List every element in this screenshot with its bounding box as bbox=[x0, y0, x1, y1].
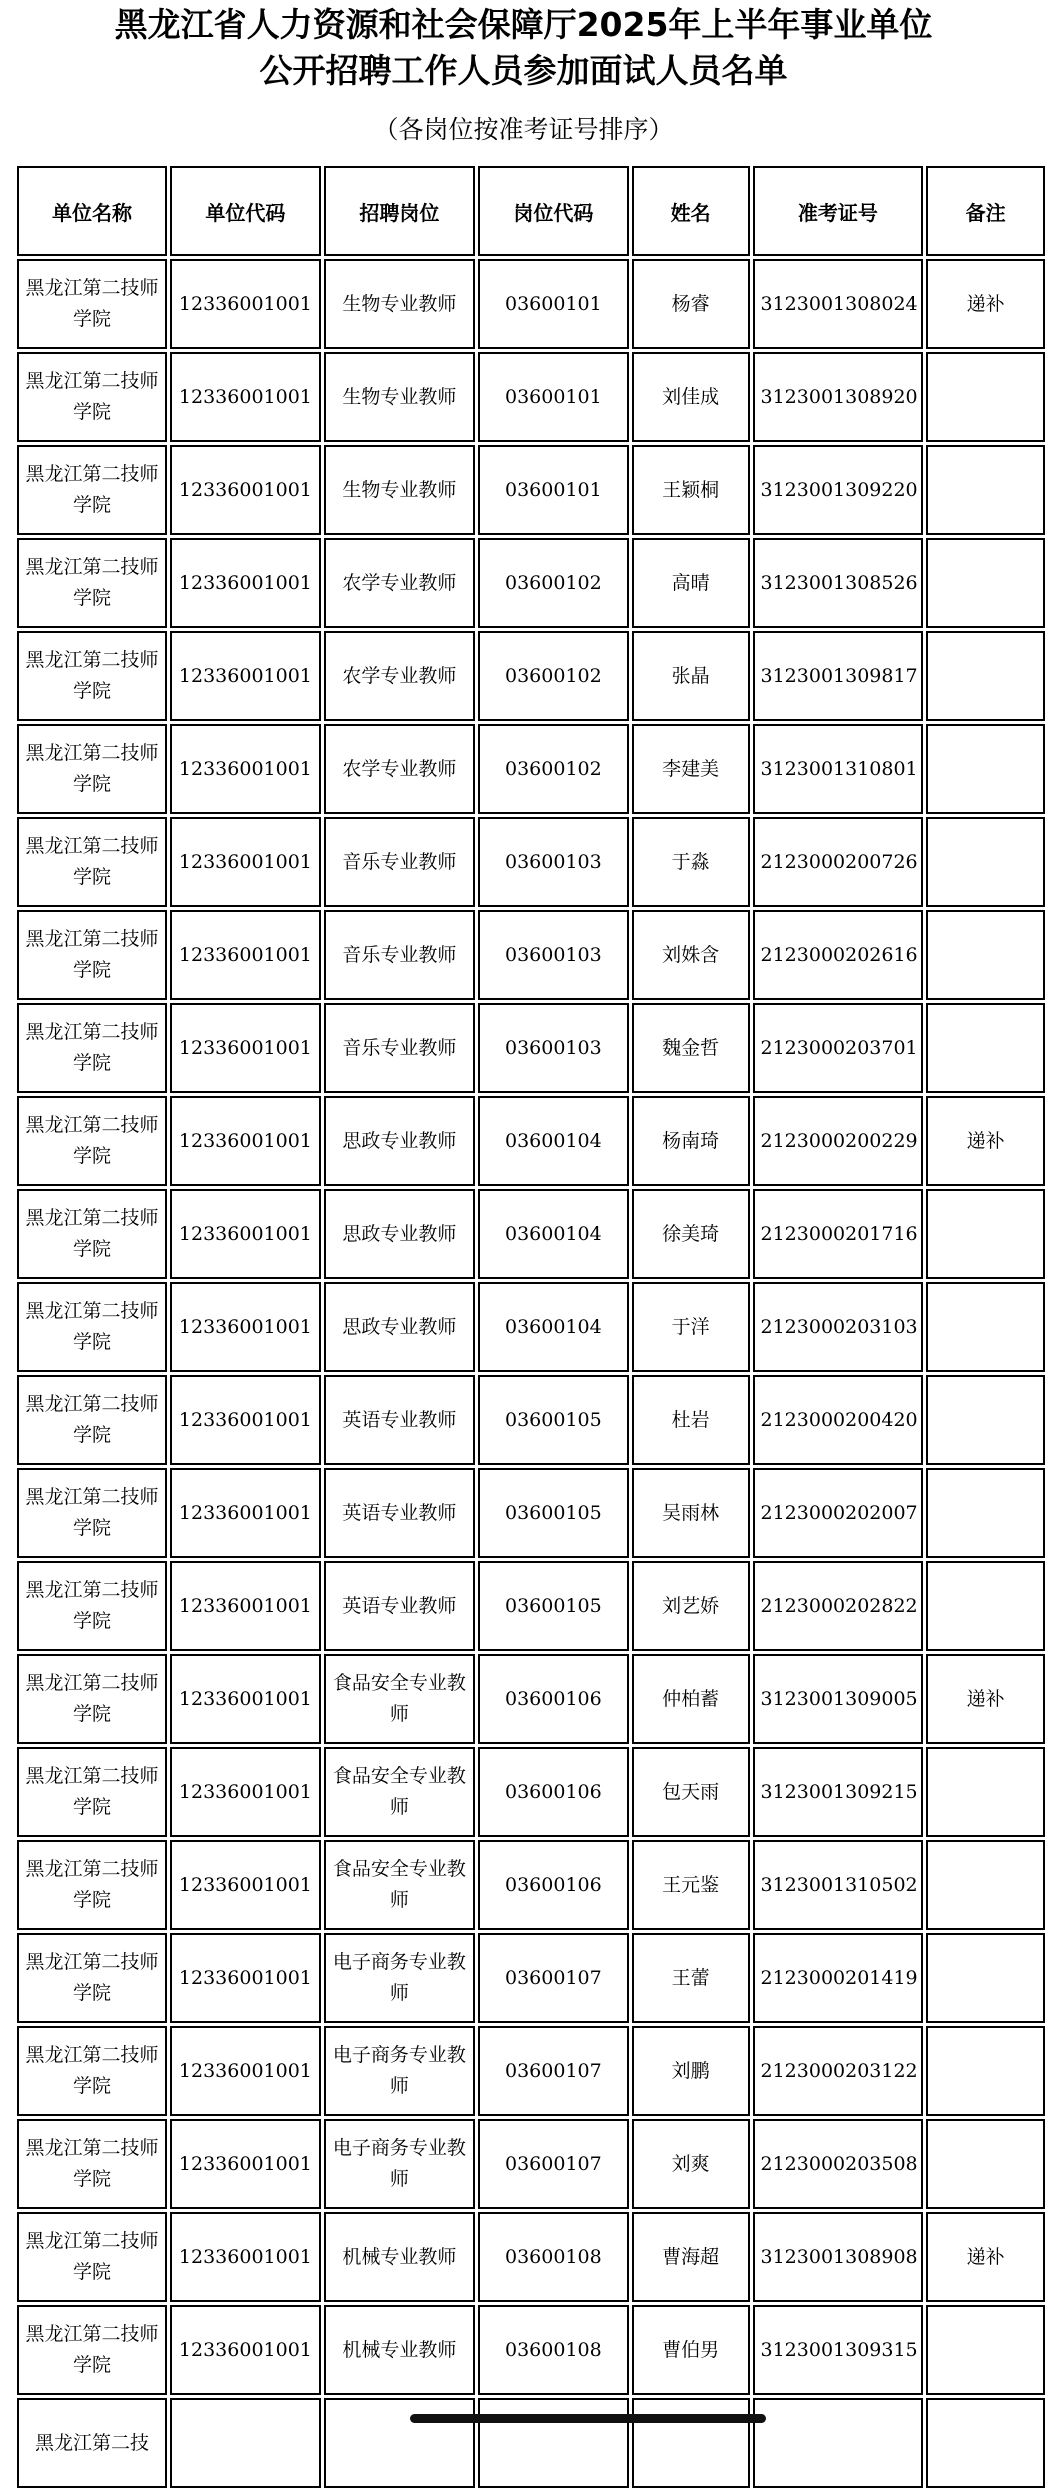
home-indicator-bar[interactable] bbox=[410, 2414, 766, 2423]
post-cell: 英语专业教师 bbox=[324, 1375, 475, 1465]
unit-code-cell: 12336001001 bbox=[170, 352, 321, 442]
unit-name-cell: 黑龙江第二技师学院 bbox=[17, 2212, 167, 2302]
table-row bbox=[17, 1189, 1045, 1279]
note-cell bbox=[926, 1933, 1045, 2023]
table-row bbox=[17, 1468, 1045, 1558]
post-cell: 电子商务专业教师 bbox=[324, 2119, 475, 2209]
exam-number-cell: 2123000200726 bbox=[753, 817, 924, 907]
table-row bbox=[17, 2398, 1045, 2488]
exam-number-cell: 3123001309220 bbox=[753, 445, 924, 535]
header-note: 备注 bbox=[926, 166, 1045, 256]
name-cell: 徐美琦 bbox=[632, 1189, 750, 1279]
name-cell: 吴雨林 bbox=[632, 1468, 750, 1558]
note-cell bbox=[926, 2398, 1045, 2488]
name-cell: 刘爽 bbox=[632, 2119, 750, 2209]
post-cell: 农学专业教师 bbox=[324, 538, 475, 628]
unit-code-cell: 12336001001 bbox=[170, 2305, 321, 2395]
name-cell: 刘鹏 bbox=[632, 2026, 750, 2116]
exam-number-cell: 3123001308526 bbox=[753, 538, 924, 628]
unit-code-cell: 12336001001 bbox=[170, 1747, 321, 1837]
post-code-cell: 03600103 bbox=[478, 910, 629, 1000]
table-row bbox=[17, 724, 1045, 814]
note-cell bbox=[926, 2119, 1045, 2209]
unit-code-cell: 12336001001 bbox=[170, 1096, 321, 1186]
note-cell: 递补 bbox=[926, 1654, 1045, 1744]
post-cell: 音乐专业教师 bbox=[324, 910, 475, 1000]
note-cell bbox=[926, 1747, 1045, 1837]
table-row bbox=[17, 1003, 1045, 1093]
name-cell: 魏金哲 bbox=[632, 1003, 750, 1093]
name-cell: 刘艺娇 bbox=[632, 1561, 750, 1651]
note-cell bbox=[926, 910, 1045, 1000]
table-row bbox=[17, 352, 1045, 442]
exam-number-cell: 2123000202007 bbox=[753, 1468, 924, 1558]
unit-name-cell: 黑龙江第二技师学院 bbox=[17, 1561, 167, 1651]
note-cell bbox=[926, 1189, 1045, 1279]
note-cell bbox=[926, 631, 1045, 721]
name-cell bbox=[632, 2398, 750, 2488]
exam-number-cell: 3123001309005 bbox=[753, 1654, 924, 1744]
unit-name-cell: 黑龙江第二技师学院 bbox=[17, 724, 167, 814]
table-row bbox=[17, 1096, 1045, 1186]
unit-name-cell: 黑龙江第二技师学院 bbox=[17, 1933, 167, 2023]
exam-number-cell: 3123001308024 bbox=[753, 259, 924, 349]
name-cell: 杨睿 bbox=[632, 259, 750, 349]
post-code-cell: 03600105 bbox=[478, 1375, 629, 1465]
post-code-cell: 03600106 bbox=[478, 1747, 629, 1837]
exam-number-cell: 2123000203701 bbox=[753, 1003, 924, 1093]
name-cell: 包天雨 bbox=[632, 1747, 750, 1837]
post-code-cell: 03600108 bbox=[478, 2212, 629, 2302]
note-cell bbox=[926, 1561, 1045, 1651]
note-cell: 递补 bbox=[926, 1096, 1045, 1186]
post-cell: 食品安全专业教师 bbox=[324, 1747, 475, 1837]
unit-code-cell: 12336001001 bbox=[170, 259, 321, 349]
unit-name-cell: 黑龙江第二技师学院 bbox=[17, 1468, 167, 1558]
unit-name-cell: 黑龙江第二技师学院 bbox=[17, 631, 167, 721]
post-cell: 生物专业教师 bbox=[324, 259, 475, 349]
post-code-cell: 03600105 bbox=[478, 1468, 629, 1558]
header-unit-name: 单位名称 bbox=[17, 166, 167, 256]
table-row bbox=[17, 2119, 1045, 2209]
table-row bbox=[17, 910, 1045, 1000]
unit-name-cell: 黑龙江第二技师学院 bbox=[17, 2119, 167, 2209]
name-cell: 李建美 bbox=[632, 724, 750, 814]
unit-name-cell: 黑龙江第二技师学院 bbox=[17, 259, 167, 349]
post-code-cell: 03600105 bbox=[478, 1561, 629, 1651]
exam-number-cell: 2123000200229 bbox=[753, 1096, 924, 1186]
unit-code-cell: 12336001001 bbox=[170, 910, 321, 1000]
table-row bbox=[17, 1282, 1045, 1372]
unit-name-cell: 黑龙江第二技师学院 bbox=[17, 1840, 167, 1930]
unit-name-cell: 黑龙江第二技师学院 bbox=[17, 910, 167, 1000]
unit-name-cell: 黑龙江第二技师学院 bbox=[17, 1282, 167, 1372]
post-cell: 农学专业教师 bbox=[324, 631, 475, 721]
post-cell: 食品安全专业教师 bbox=[324, 1654, 475, 1744]
post-cell: 音乐专业教师 bbox=[324, 1003, 475, 1093]
post-cell: 食品安全专业教师 bbox=[324, 1840, 475, 1930]
exam-number-cell: 3123001309215 bbox=[753, 1747, 924, 1837]
table-row bbox=[17, 2212, 1045, 2302]
table-row bbox=[17, 538, 1045, 628]
unit-code-cell: 12336001001 bbox=[170, 724, 321, 814]
unit-code-cell: 12336001001 bbox=[170, 538, 321, 628]
post-code-cell: 03600104 bbox=[478, 1096, 629, 1186]
exam-number-cell: 2123000201419 bbox=[753, 1933, 924, 2023]
post-code-cell: 03600102 bbox=[478, 724, 629, 814]
post-cell: 思政专业教师 bbox=[324, 1282, 475, 1372]
post-cell: 英语专业教师 bbox=[324, 1561, 475, 1651]
exam-number-cell: 3123001309817 bbox=[753, 631, 924, 721]
exam-number-cell: 2123000203103 bbox=[753, 1282, 924, 1372]
exam-number-cell bbox=[753, 2398, 924, 2488]
exam-number-cell: 2123000203122 bbox=[753, 2026, 924, 2116]
post-code-cell: 03600102 bbox=[478, 538, 629, 628]
unit-code-cell: 12336001001 bbox=[170, 1375, 321, 1465]
unit-code-cell: 12336001001 bbox=[170, 2212, 321, 2302]
exam-number-cell: 3123001310502 bbox=[753, 1840, 924, 1930]
note-cell bbox=[926, 445, 1045, 535]
post-code-cell: 03600108 bbox=[478, 2305, 629, 2395]
note-cell bbox=[926, 538, 1045, 628]
unit-name-cell: 黑龙江第二技师学院 bbox=[17, 1096, 167, 1186]
name-cell: 于淼 bbox=[632, 817, 750, 907]
document-title-line-1: 黑龙江省人力资源和社会保障厅2025年上半年事业单位 bbox=[114, 5, 933, 44]
post-code-cell: 03600107 bbox=[478, 2119, 629, 2209]
document-subtitle: （各岗位按准考证号排序） bbox=[373, 115, 674, 144]
note-cell bbox=[926, 817, 1045, 907]
unit-code-cell: 12336001001 bbox=[170, 1654, 321, 1744]
unit-code-cell: 12336001001 bbox=[170, 1840, 321, 1930]
name-cell: 王蕾 bbox=[632, 1933, 750, 2023]
unit-code-cell: 12336001001 bbox=[170, 2026, 321, 2116]
table-row bbox=[17, 1747, 1045, 1837]
post-cell: 英语专业教师 bbox=[324, 1468, 475, 1558]
header-name: 姓名 bbox=[632, 166, 750, 256]
name-cell: 张晶 bbox=[632, 631, 750, 721]
unit-name-cell: 黑龙江第二技师学院 bbox=[17, 1003, 167, 1093]
note-cell bbox=[926, 2026, 1045, 2116]
note-cell bbox=[926, 1468, 1045, 1558]
name-cell: 曹海超 bbox=[632, 2212, 750, 2302]
unit-code-cell: 12336001001 bbox=[170, 631, 321, 721]
unit-code-cell: 12336001001 bbox=[170, 1003, 321, 1093]
post-code-cell: 03600102 bbox=[478, 631, 629, 721]
name-cell: 曹伯男 bbox=[632, 2305, 750, 2395]
table-row bbox=[17, 1375, 1045, 1465]
document-title-line-2: 公开招聘工作人员参加面试人员名单 bbox=[259, 51, 788, 90]
table-row bbox=[17, 445, 1045, 535]
post-code-cell: 03600101 bbox=[478, 445, 629, 535]
post-cell: 机械专业教师 bbox=[324, 2212, 475, 2302]
header-exam-number: 准考证号 bbox=[753, 166, 924, 256]
unit-code-cell bbox=[170, 2398, 321, 2488]
name-cell: 于洋 bbox=[632, 1282, 750, 1372]
name-cell: 高晴 bbox=[632, 538, 750, 628]
post-code-cell: 03600107 bbox=[478, 2026, 629, 2116]
unit-name-cell: 黑龙江第二技师学院 bbox=[17, 538, 167, 628]
post-cell: 音乐专业教师 bbox=[324, 817, 475, 907]
post-cell: 机械专业教师 bbox=[324, 2305, 475, 2395]
post-cell: 思政专业教师 bbox=[324, 1189, 475, 1279]
table-row bbox=[17, 631, 1045, 721]
unit-name-cell: 黑龙江第二技师学院 bbox=[17, 445, 167, 535]
unit-code-cell: 12336001001 bbox=[170, 1468, 321, 1558]
name-cell: 王元鉴 bbox=[632, 1840, 750, 1930]
exam-number-cell: 3123001310801 bbox=[753, 724, 924, 814]
header-post-code: 岗位代码 bbox=[478, 166, 629, 256]
table-row bbox=[17, 817, 1045, 907]
note-cell bbox=[926, 352, 1045, 442]
note-cell bbox=[926, 2305, 1045, 2395]
name-cell: 刘姝含 bbox=[632, 910, 750, 1000]
unit-name-cell: 黑龙江第二技师学院 bbox=[17, 2305, 167, 2395]
table-row bbox=[17, 2026, 1045, 2116]
name-cell: 王颖桐 bbox=[632, 445, 750, 535]
unit-name-cell: 黑龙江第二技 bbox=[17, 2398, 167, 2488]
post-cell: 电子商务专业教师 bbox=[324, 1933, 475, 2023]
name-cell: 杨南琦 bbox=[632, 1096, 750, 1186]
unit-code-cell: 12336001001 bbox=[170, 1933, 321, 2023]
unit-code-cell: 12336001001 bbox=[170, 1189, 321, 1279]
unit-name-cell: 黑龙江第二技师学院 bbox=[17, 1189, 167, 1279]
interview-roster-table bbox=[14, 163, 1047, 2491]
unit-code-cell: 12336001001 bbox=[170, 2119, 321, 2209]
table-row bbox=[17, 1561, 1045, 1651]
header-post: 招聘岗位 bbox=[324, 166, 475, 256]
unit-name-cell: 黑龙江第二技师学院 bbox=[17, 1375, 167, 1465]
name-cell: 刘佳成 bbox=[632, 352, 750, 442]
post-cell bbox=[324, 2398, 475, 2488]
post-cell: 思政专业教师 bbox=[324, 1096, 475, 1186]
note-cell bbox=[926, 1375, 1045, 1465]
exam-number-cell: 3123001308908 bbox=[753, 2212, 924, 2302]
post-code-cell: 03600101 bbox=[478, 352, 629, 442]
post-code-cell bbox=[478, 2398, 629, 2488]
table-row bbox=[17, 259, 1045, 349]
unit-name-cell: 黑龙江第二技师学院 bbox=[17, 817, 167, 907]
note-cell: 递补 bbox=[926, 259, 1045, 349]
exam-number-cell: 2123000200420 bbox=[753, 1375, 924, 1465]
header-unit-code: 单位代码 bbox=[170, 166, 321, 256]
post-code-cell: 03600104 bbox=[478, 1282, 629, 1372]
post-code-cell: 03600106 bbox=[478, 1840, 629, 1930]
table-row bbox=[17, 1933, 1045, 2023]
post-cell: 生物专业教师 bbox=[324, 445, 475, 535]
table-row bbox=[17, 2305, 1045, 2395]
note-cell bbox=[926, 1003, 1045, 1093]
exam-number-cell: 3123001309315 bbox=[753, 2305, 924, 2395]
exam-number-cell: 3123001308920 bbox=[753, 352, 924, 442]
unit-code-cell: 12336001001 bbox=[170, 1282, 321, 1372]
note-cell bbox=[926, 724, 1045, 814]
note-cell: 递补 bbox=[926, 2212, 1045, 2302]
post-cell: 生物专业教师 bbox=[324, 352, 475, 442]
post-code-cell: 03600103 bbox=[478, 817, 629, 907]
table-body bbox=[17, 259, 1045, 2488]
post-cell: 农学专业教师 bbox=[324, 724, 475, 814]
table-header-row bbox=[17, 166, 1045, 256]
unit-name-cell: 黑龙江第二技师学院 bbox=[17, 1747, 167, 1837]
post-code-cell: 03600104 bbox=[478, 1189, 629, 1279]
exam-number-cell: 2123000202616 bbox=[753, 910, 924, 1000]
exam-number-cell: 2123000203508 bbox=[753, 2119, 924, 2209]
exam-number-cell: 2123000201716 bbox=[753, 1189, 924, 1279]
name-cell: 仲柏蓄 bbox=[632, 1654, 750, 1744]
unit-code-cell: 12336001001 bbox=[170, 817, 321, 907]
exam-number-cell: 2123000202822 bbox=[753, 1561, 924, 1651]
post-cell: 电子商务专业教师 bbox=[324, 2026, 475, 2116]
note-cell bbox=[926, 1840, 1045, 1930]
unit-name-cell: 黑龙江第二技师学院 bbox=[17, 1654, 167, 1744]
note-cell bbox=[926, 1282, 1045, 1372]
table-row bbox=[17, 1654, 1045, 1744]
unit-code-cell: 12336001001 bbox=[170, 445, 321, 535]
name-cell: 杜岩 bbox=[632, 1375, 750, 1465]
post-code-cell: 03600103 bbox=[478, 1003, 629, 1093]
unit-name-cell: 黑龙江第二技师学院 bbox=[17, 352, 167, 442]
unit-name-cell: 黑龙江第二技师学院 bbox=[17, 2026, 167, 2116]
unit-code-cell: 12336001001 bbox=[170, 1561, 321, 1651]
table-row bbox=[17, 1840, 1045, 1930]
post-code-cell: 03600107 bbox=[478, 1933, 629, 2023]
post-code-cell: 03600106 bbox=[478, 1654, 629, 1744]
post-code-cell: 03600101 bbox=[478, 259, 629, 349]
